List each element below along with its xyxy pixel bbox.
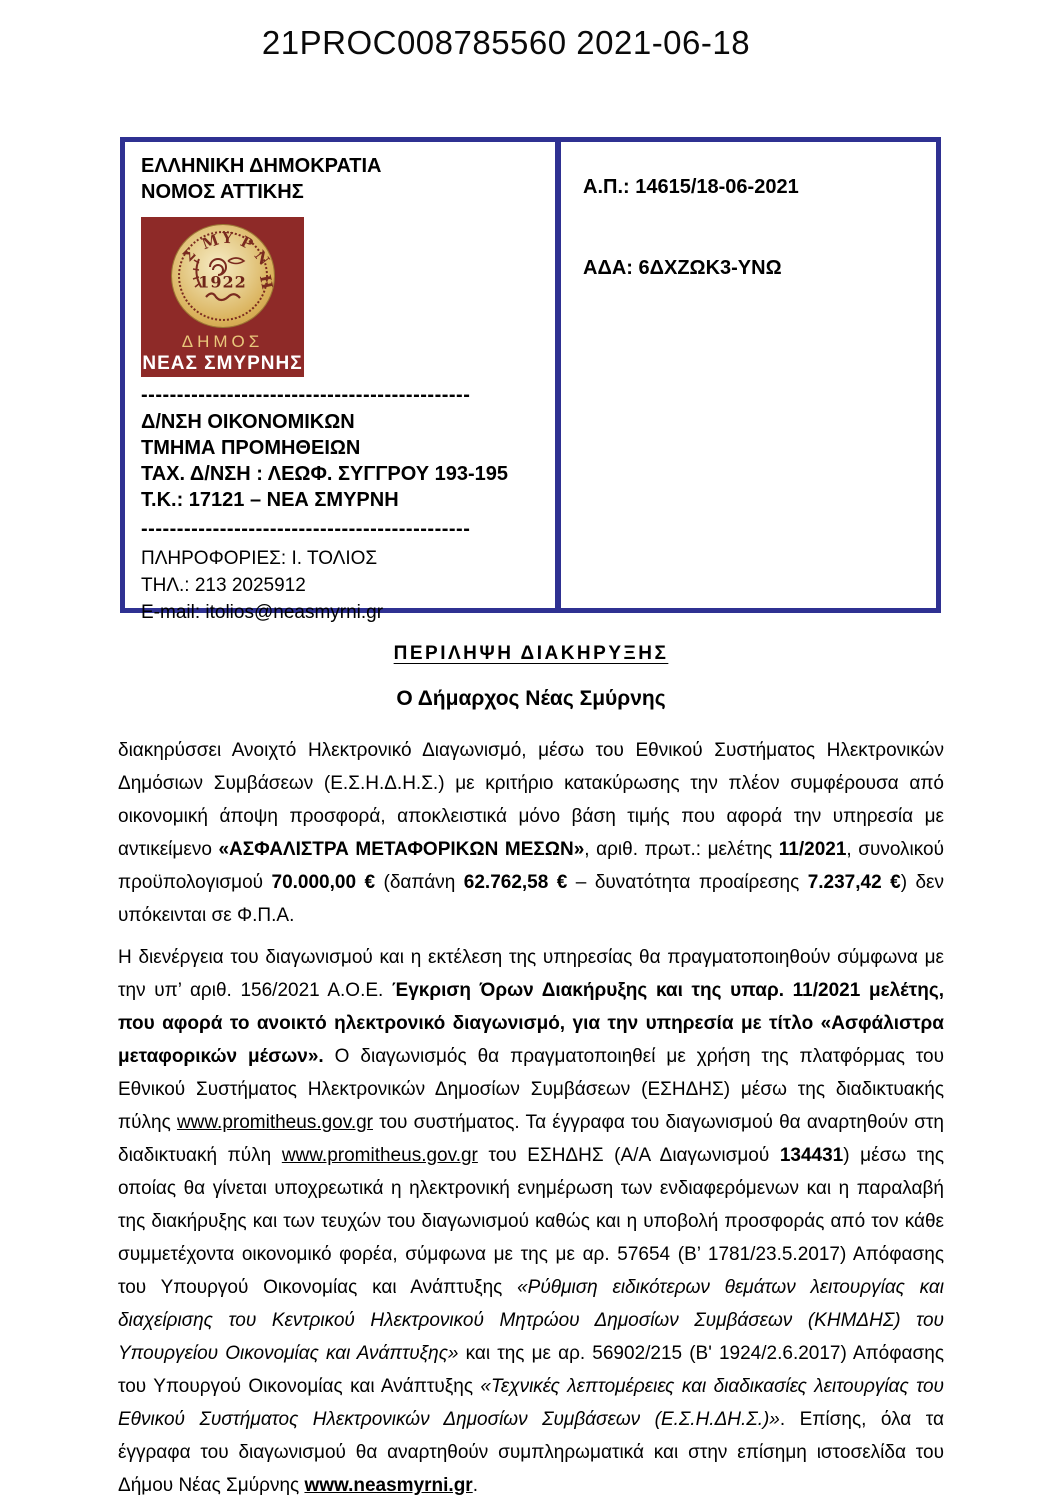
hyperlink[interactable]: www.promitheus.gov.gr (176, 1112, 373, 1133)
issuer-prefecture-line: ΝΟΜΟΣ ΑΤΤΙΚΗΣ (141, 181, 304, 203)
document-body (118, 643, 944, 1496)
divider-dashes: ---------------------------------------------- (141, 385, 471, 405)
hyperlink[interactable]: www.promitheus.gov.gr (281, 1145, 478, 1166)
dept-section-line: ΤΜΗΜΑ ΠΡΟΜΗΘΕΙΩΝ (141, 437, 361, 459)
text-run: Έγκριση Όρων Διακήρυξης και της υπαρ. 11/2021 μελέτης, που αφορά το ανοικτό ηλεκτρονικό διαγωνισμό, για την υπηρεσία με τίτλο «Ασφάλιστρα μεταφορικών μέσων». (118, 980, 944, 1067)
logo-text-dimos: ΔΗΜΟΣ (181, 332, 264, 351)
text-run: – δυνατότητα προαίρεσης (567, 872, 808, 893)
text-run: Ο διαγωνισμός θα πραγματοποιηθεί με χρήση της πλατφόρμας του Εθνικού Συστήματος Ηλεκτρονικών Δημοσίων Συμβάσεων (ΕΣΗΔΗΣ) μέσω της διαδικτυακής πύλης (118, 1046, 944, 1133)
summary-heading: ΠΕΡΙΛΗΨΗ ΔΙΑΚΗΡΥΞΗΣ (393, 643, 669, 664)
text-run: 11/2021 (778, 839, 847, 860)
header-box (120, 137, 941, 623)
text-run: 7.237,42 € (807, 872, 901, 893)
hyperlink[interactable]: www.neasmyrni.gr (304, 1475, 473, 1496)
text-run: του συστήματος. Τα έγγραφα του διαγωνισμού θα αναρτηθούν στη διαδικτυακή πύλη (118, 1112, 944, 1166)
contact-person-line: ΠΛΗΡΟΦΟΡΙΕΣ: Ι. ΤΟΛΙΟΣ (141, 548, 378, 569)
ada-number: ΑΔΑ: 6ΔΧΖΩΚ3-ΥΝΩ (583, 257, 782, 279)
contact-phone-line: ΤΗΛ.: 213 2025912 (141, 575, 306, 596)
coin-letter: Υ (221, 228, 233, 248)
mayor-subheading: Ο Δήμαρχος Νέας Σμύρνης (396, 687, 666, 710)
text-run: , συνολικού προϋπολογισμού (118, 839, 944, 893)
text-run: διακηρύσσει Ανοιχτό Ηλεκτρονικό Διαγωνισμό, μέσω του Εθνικού Συστήματος Ηλεκτρονικών Δημόσιων Συμβάσεων (Ε.Σ.Η.Δ.Η.Σ.) με κριτήριο κατακύρωσης την πλέον συμφέρουσα από οικονομική άποψη προσφορά, αποκλειστικά μόνο βάση τιμής που αφορά την υπηρεσία με αντικείμενο (118, 740, 944, 860)
smyrna-coin-emblem (172, 225, 274, 327)
text-run: και της με αρ. 56902/215 (Β' 1924/2.6.2017) Απόφασης του Υπουργού Οικονομίας και Ανάπτυξης (118, 1343, 944, 1397)
contact-block (141, 545, 547, 626)
text-run: «Τεχνικές λεπτομέρειες και διαδικασίες λειτουργίας του Εθνικού Συστήματος Ηλεκτρονικών Δημοσίων Συμβάσεων (Ε.Σ.Η.ΔΗ.Σ.)» (118, 1376, 945, 1430)
paragraph-announcement (118, 734, 944, 932)
municipality-logo (141, 217, 304, 377)
coin-letter: Ρ (236, 232, 256, 254)
text-run: «Ρύθμιση ειδικότερων θεμάτων λειτουργίας και διαχείρισης του Κεντρικού Ηλεκτρονικού Μητρώου Δημοσίων Συμβάσεων (ΚΗΜΔΗΣ) του Υπουργείου Οικονομίας και Ανάπτυξης» (118, 1277, 944, 1364)
contact-email-line: E-mail: itolios@neasmyrni.gr (141, 602, 384, 623)
text-run: . (472, 1475, 478, 1496)
coin-year: 1922 (198, 272, 247, 292)
text-run: του ΕΣΗΔΗΣ (Α/Α Διαγωνισμού (477, 1145, 780, 1166)
text-run: 134431 (779, 1145, 844, 1166)
text-run: (δαπάνη (375, 872, 464, 893)
coin-letter: Σ (178, 244, 199, 266)
issuer-country-line: ΕΛΛΗΝΙΚΗ ΔΗΜΟΚΡΑΤΙΑ (141, 155, 382, 177)
protocol-details (561, 142, 936, 608)
dept-address-line: ΤΑΧ. Δ/ΝΣΗ : ΛΕΩΦ. ΣΥΓΓΡΟΥ 193-195 (141, 463, 509, 485)
text-run: , αριθ. πρωτ.: μελέτης (584, 839, 779, 860)
text-run: «ΑΣΦΑΛΙΣΤΡΑ ΜΕΤΑΦΟΡΙΚΩΝ ΜΕΣΩΝ» (218, 839, 585, 860)
dept-directorate-line: Δ/ΝΣΗ ΟΙΚΟΝΟΜΙΚΩΝ (141, 411, 355, 433)
logo-text-neas-smyrnis: ΝΕΑΣ ΣΜΥΡΝΗΣ (142, 353, 303, 374)
text-run: Η διενέργεια του διαγωνισμού και η εκτέλεση της υπηρεσίας θα πραγματοποιηθούν σύμφωνα με την υπ’ αριθ. 156/2021 Α.Ο.Ε. (118, 947, 944, 1001)
paragraph-procedure (118, 941, 944, 1496)
text-run: 70.000,00 € (271, 872, 376, 893)
coin-letter: Η (255, 273, 276, 291)
text-run: ) δεν υπόκεινται σε Φ.Π.Α. (118, 872, 945, 926)
document-reference-title: 21PROC008785560 2021-06-18 (261, 24, 751, 61)
text-run: ) μέσω της οποίας θα γίνεται υποχρεωτικά η ηλεκτρονική ενημέρωση των ενδιαφερόμενων και η παραλαβή της διακήρυξης και των τευχών του διαγωνισμού καθώς και η υποβολή προσφοράς από τον κάθε συμμετέχοντα οικονομικό φορέα, σύμφωνα με της με αρ. 57654 (Β’ 1781/23.5.2017) Απόφασης του Υπουργού Οικονομίας και Ανάπτυξης (118, 1145, 944, 1298)
text-run: . Επίσης, όλα τα έγγραφα του διαγωνισμού θα αναρτηθούν συμπληρωματικά και στην επίσημη ιστοσελίδα του Δήμου Νέας Σμύρνης (118, 1409, 944, 1496)
text-run: 62.762,58 € (463, 872, 568, 893)
protocol-number: Α.Π.: 14615/18-06-2021 (583, 176, 799, 198)
divider-dashes: ---------------------------------------------- (141, 519, 471, 539)
coin-letter: Μ (198, 230, 221, 254)
dept-postcode-line: Τ.Κ.: 17121 – ΝΕΑ ΣΜΥΡΝΗ (141, 489, 399, 511)
issuer-details (125, 142, 555, 623)
coin-letter: Ν (250, 247, 273, 269)
